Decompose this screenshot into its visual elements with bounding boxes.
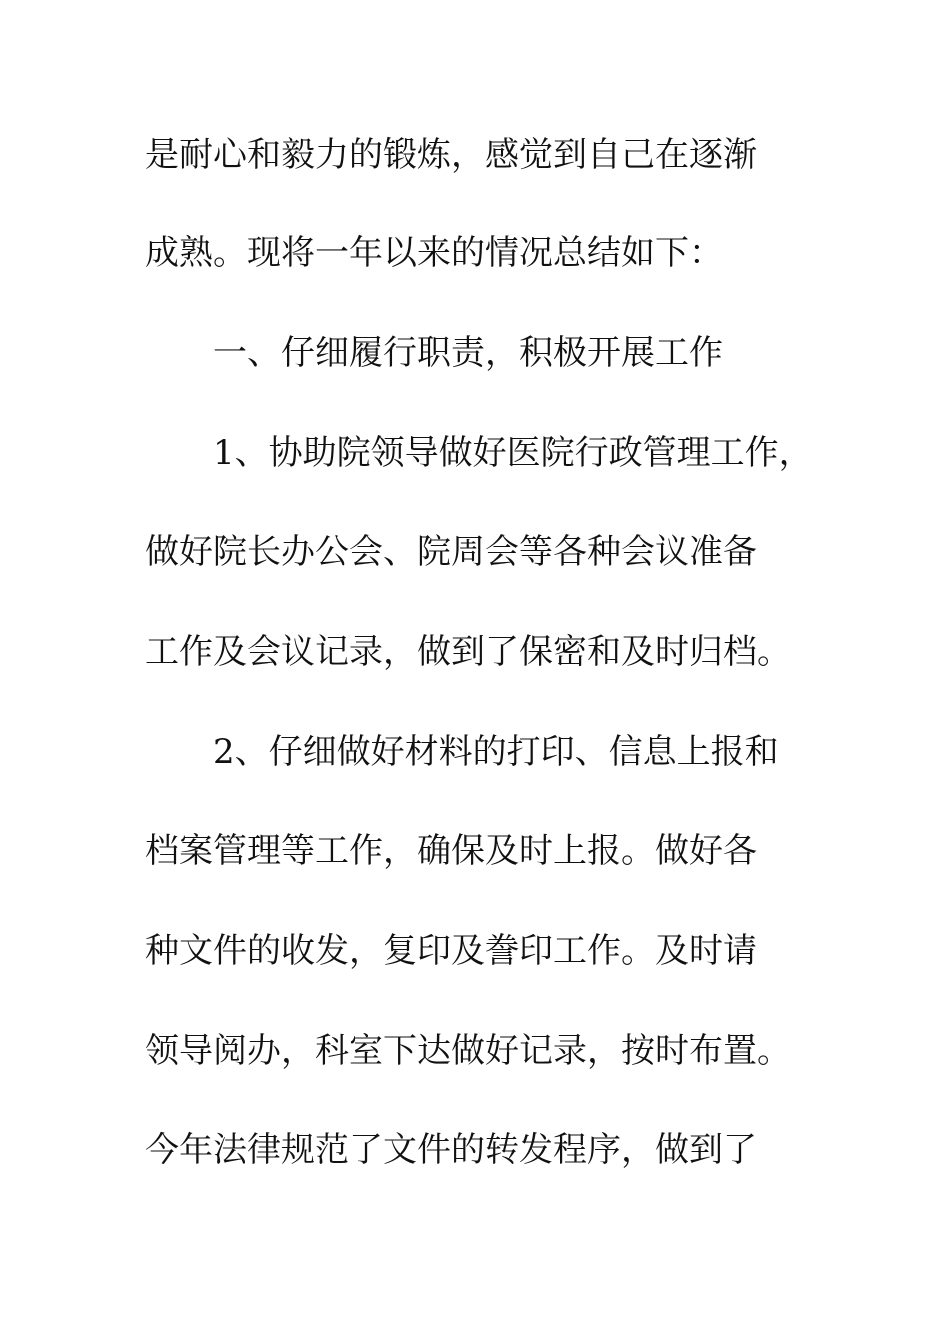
- text-line-9: 种文件的收发，复印及誊印工作。及时请: [145, 931, 757, 971]
- section-heading: 一、仔细履行职责，积极开展工作: [213, 333, 723, 373]
- text-line-item-1: 1、协助院领导做好医院行政管理工作，: [213, 433, 813, 473]
- text-line-item-2: 2、仔细做好材料的打印、信息上报和: [213, 732, 779, 772]
- text-line-2: 成熟。现将一年以来的情况总结如下：: [145, 233, 723, 273]
- text-line-11: 今年法律规范了文件的转发程序，做到了: [145, 1130, 757, 1170]
- text-line-8: 档案管理等工作，确保及时上报。做好各: [145, 831, 757, 871]
- text-line-10: 领导阅办，科室下达做好记录，按时布置。: [145, 1031, 791, 1071]
- text-line-1: 是耐心和毅力的锻炼，感觉到自己在逐渐: [145, 135, 757, 175]
- text-line-6: 工作及会议记录，做到了保密和及时归档。: [145, 632, 791, 672]
- text-line-5: 做好院长办公会、院周会等各种会议准备: [145, 532, 757, 572]
